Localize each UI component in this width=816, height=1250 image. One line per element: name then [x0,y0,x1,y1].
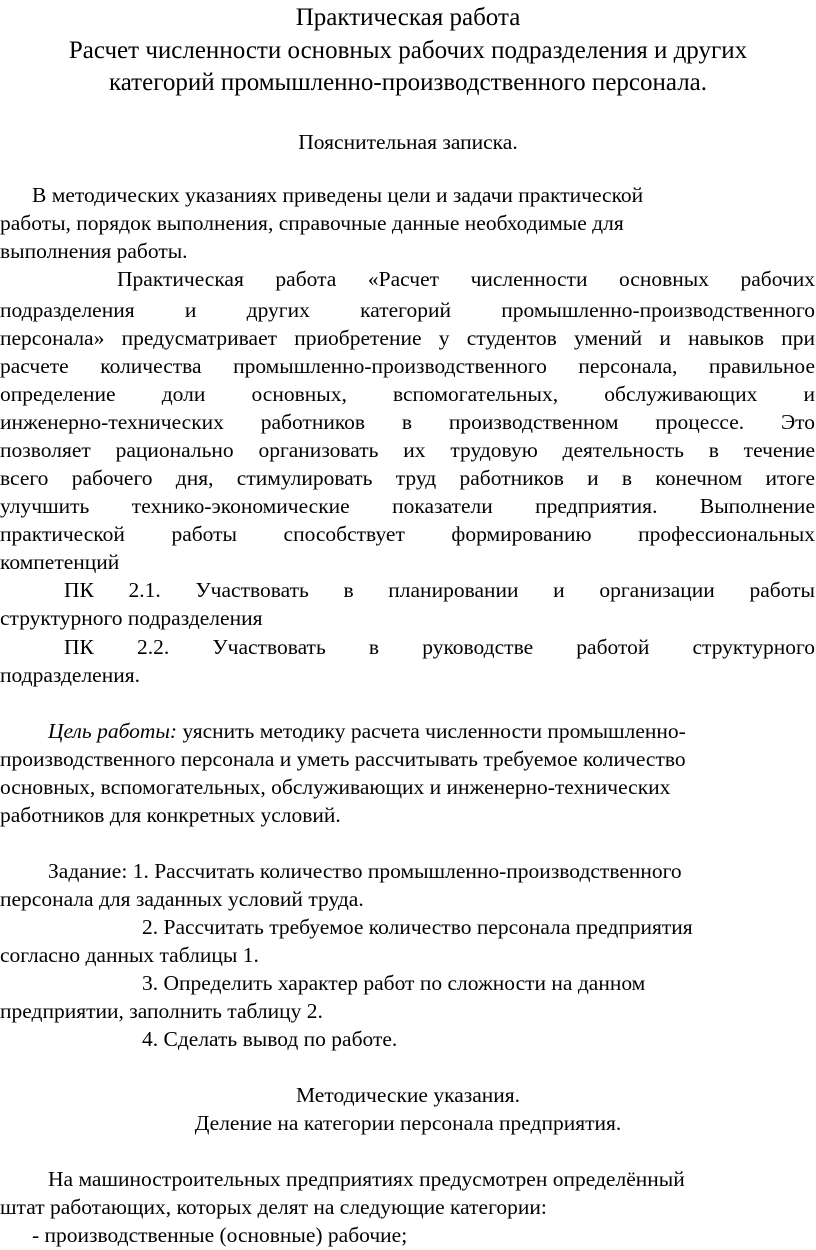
intro-line: работы, порядок выполнения, справочные данные необходимые для [0,211,624,235]
document-subtitle-line-1: Расчет численности основных рабочих подразделения и других [68,37,748,64]
goal-line: основных, вспомогательных, обслуживающих и инженерно-технических [0,775,671,799]
body-line: улучшить технико-экономические показатели предприятия. Выполнение [0,494,815,518]
goal-line: работников для конкретных условий. [0,803,341,827]
document-title: Практическая работа [295,4,521,31]
body-line: всего рабочего дня, стимулировать труд работников и в конечном итоге [0,466,815,490]
body-line: подразделения и других категорий промышленно-производственного [0,298,815,322]
task-line: 3. Определить характер работ по сложности на данном [142,971,646,995]
competency-line: ПК 2.1. Участвовать в планировании и организации работы [64,578,815,602]
task-line: согласно данных таблицы 1. [0,943,259,967]
task-line: 2. Рассчитать требуемое количество персонала предприятия [142,915,693,939]
intro-line: выполнения работы. [0,239,188,263]
body-line: практической работы способствует формированию профессиональных [0,522,815,546]
body-line: определение доли основных, вспомогательных, обслуживающих и [0,382,815,406]
task-line: персонала для заданных условий труда. [0,887,364,911]
competency-line: ПК 2.2. Участвовать в руководстве работой структурного [64,635,815,659]
body-line: расчете количества промышленно-производственного персонала, правильное [0,354,815,378]
goal-label: Цель работы: [48,719,178,743]
closing-line: На машиностроительных предприятиях предусмотрен определённый [48,1167,685,1191]
goal-text: уяснить методику расчета численности промышленно- [177,719,686,743]
note-heading: Пояснительная записка. [298,130,518,154]
body-line: персонала» предусматривает приобретение у студентов умений и навыков при [0,326,815,350]
goal-line [48,717,686,745]
goal-line: производственного персонала и уметь рассчитывать требуемое количество [0,747,686,771]
body-line: инженерно-технических работников в производственном процессе. Это [0,410,815,434]
body-line: Практическая работа «Расчет численности основных рабочих [117,267,815,291]
competency-line: подразделения. [0,663,141,687]
body-line: позволяет рационально организовать их трудовую деятельность в течение [0,438,815,462]
task-line: Задание: 1. Рассчитать количество промышленно-производственного [48,859,682,883]
closing-line: - производственные (основные) рабочие; [32,1223,408,1247]
method-heading: Методические указания. [295,1083,521,1107]
closing-line: штат работающих, которых делят на следующие категории: [0,1195,547,1219]
intro-line: В методических указаниях приведены цели и задачи практической [32,183,644,207]
document-subtitle-line-2: категорий промышленно-производственного персонала. [108,69,708,96]
method-subheading: Деление на категории персонала предприятия. [194,1111,622,1135]
task-line: предприятии, заполнить таблицу 2. [0,999,323,1023]
body-line: компетенций [0,550,120,574]
competency-line: структурного подразделения [0,606,263,630]
task-line: 4. Сделать вывод по работе. [142,1027,398,1051]
